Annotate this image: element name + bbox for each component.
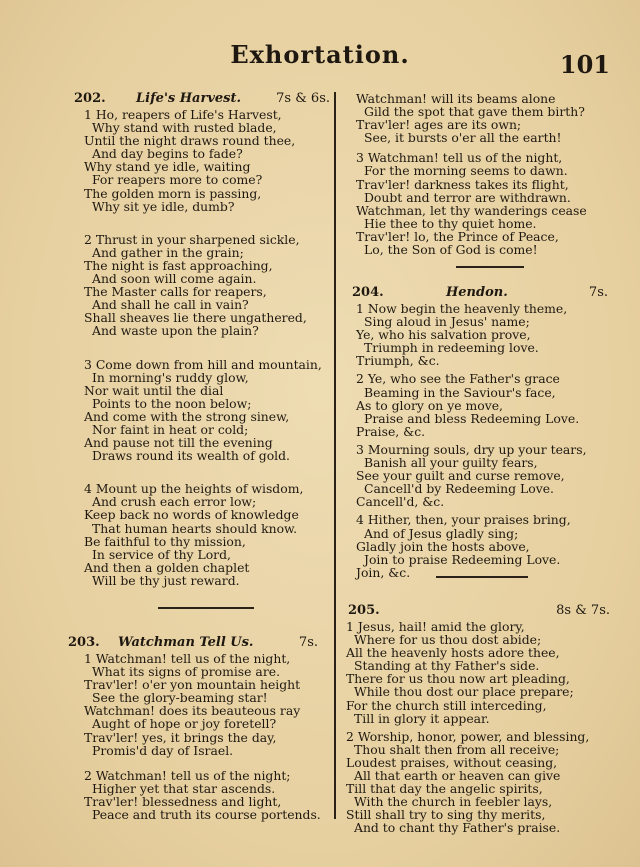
verse-line: Cancell'd, &c.	[356, 494, 445, 510]
verse-line: All the heavenly hosts adore thee,	[346, 645, 560, 661]
hymn-tune-name: Watchman Tell Us.	[118, 635, 254, 650]
verse-line: With the church in feebler lays,	[354, 794, 553, 810]
hymn-number: 204.	[352, 285, 384, 300]
hymn-number: 202.	[74, 91, 106, 106]
section-rule	[436, 576, 528, 578]
hymn-header	[346, 285, 608, 302]
verse-line: Lo, the Son of God is come!	[364, 242, 538, 258]
verse-line: And soon will come again.	[92, 271, 257, 287]
verse-line: Promis'd day of Israel.	[92, 742, 234, 758]
hymn-number: 205.	[348, 603, 380, 618]
verse-line: Praise, &c.	[356, 423, 426, 439]
hymn-205	[336, 603, 610, 836]
verse-line: Be faithful to thy mission,	[84, 533, 246, 549]
verse-line: Praise and bless Redeeming Love.	[364, 410, 580, 426]
verse-line: And of Jesus gladly sing;	[364, 525, 519, 541]
verse-line: Beaming in the Saviour's face,	[364, 384, 556, 400]
hymn-verses	[336, 620, 594, 835]
hymn-202	[74, 92, 330, 587]
hymn-verses	[74, 108, 330, 587]
verse-line: And day begins to fade?	[92, 146, 243, 162]
verse-line: Trav'ler! yes, it brings the day,	[84, 729, 277, 745]
stanza	[346, 372, 604, 437]
verse-line: Keep back no words of knowledge	[84, 507, 299, 523]
verse-line: Trav'ler! ages are its own;	[356, 117, 522, 133]
verse-line: 1 Ho, reapers of Life's Harvest,	[84, 107, 282, 122]
verse-line: Hie thee to thy quiet home.	[364, 215, 537, 231]
verse-line: Where for us thou dost abide;	[354, 632, 542, 648]
verse-line: See your guilt and curse remove,	[356, 468, 565, 484]
verse-line: There for us thou now art pleading,	[346, 671, 570, 687]
verse-line: And pause not till the evening	[84, 435, 273, 451]
verse-line: Why stand ye idle, waiting	[84, 159, 251, 175]
page-number: 101	[559, 50, 610, 79]
verse-line: In service of thy Lord,	[92, 546, 231, 562]
verse-line: 3 Come down from hill and mountain,	[84, 356, 322, 372]
hymn-verses	[346, 92, 604, 256]
verse-line: Triumph, &c.	[356, 353, 440, 369]
verse-line: 3 Watchman! tell us of the night,	[356, 150, 563, 166]
verse-line: Trav'ler! blessedness and light,	[84, 793, 282, 809]
verse-line: Trav'ler! o'er yon mountain height	[84, 677, 301, 693]
stanza	[346, 513, 604, 578]
verse-line: Nor faint in heat or cold;	[92, 421, 249, 437]
hymn-203	[68, 635, 330, 823]
verse-line: Why stand with rusted blade,	[92, 120, 277, 136]
hymn-meter: 7s & 6s.	[276, 91, 330, 106]
verse-line: Draws round its wealth of gold.	[92, 448, 290, 464]
hymn-204	[346, 285, 608, 580]
verse-line: All that earth or heaven can give	[354, 768, 561, 784]
verse-line: Higher yet that star ascends.	[92, 780, 276, 796]
verse-line: Thou shalt then from all receive;	[354, 741, 560, 757]
verse-line: Shall sheaves lie there ungathered,	[84, 310, 307, 326]
stanza	[336, 620, 594, 725]
verse-line: 4 Mount up the heights of wisdom,	[84, 481, 304, 497]
verse-line: For the church still interceding,	[346, 697, 547, 713]
section-rule	[456, 266, 524, 268]
verse-line: Trav'ler! lo, the Prince of Peace,	[356, 228, 559, 244]
hymn-verses	[346, 302, 604, 579]
stanza	[346, 92, 604, 144]
verse-line: And waste upon the plain?	[92, 323, 259, 339]
verse-line: Till that day the angelic spirits,	[346, 781, 543, 797]
hymn-tune-name: Life's Harvest.	[136, 91, 241, 106]
verse-line: For the morning seems to dawn.	[364, 163, 568, 179]
stanza	[336, 730, 594, 835]
verse-line: Why sit ye idle, dumb?	[92, 198, 235, 214]
verse-line: Peace and truth its course portends.	[92, 807, 321, 823]
verse-line: Points to the noon below;	[92, 395, 252, 411]
stanza	[74, 769, 330, 821]
hymn-header	[336, 603, 610, 620]
verse-line: The golden morn is passing,	[84, 185, 262, 201]
verse-line: Watchman! does its beauteous ray	[84, 703, 301, 719]
hymn-verses	[74, 652, 330, 821]
hymn-meter: 7s.	[588, 285, 608, 300]
verse-line: Watchman! will its beams alone	[356, 91, 556, 106]
verse-line: Gladly join the hosts above,	[356, 538, 530, 554]
section-rule	[158, 607, 254, 609]
verse-line: Aught of hope or joy foretell?	[92, 716, 277, 732]
stanza	[346, 443, 604, 508]
stanza	[346, 302, 604, 367]
verse-line: 1 Jesus, hail! amid the glory,	[346, 619, 525, 634]
verse-line: 4 Hither, then, your praises bring,	[356, 512, 571, 528]
verse-line: That human hearts should know.	[92, 520, 298, 536]
hymn-header	[74, 92, 330, 108]
hymn-tune-name: Hendon.	[446, 285, 508, 300]
verse-line: The Master calls for reapers,	[84, 284, 267, 300]
verse-line: Watchman, let thy wanderings cease	[356, 202, 587, 218]
verse-line: And gather in the grain;	[92, 244, 244, 260]
verse-line: Sing aloud in Jesus' name;	[364, 314, 530, 330]
stanza	[74, 233, 330, 338]
verse-line: 2 Worship, honor, power, and blessing,	[346, 728, 590, 744]
hymn-header	[68, 635, 330, 652]
hymn-meter: 7s.	[298, 635, 318, 650]
verse-line: Standing at thy Father's side.	[354, 658, 540, 674]
page-title: Exhortation.	[230, 40, 410, 69]
verse-line: As to glory on ye move,	[356, 397, 503, 413]
stanza	[74, 358, 330, 463]
verse-line: See the glory-beaming star!	[92, 690, 268, 706]
verse-line: 3 Mourning souls, dry up your tears,	[356, 441, 587, 457]
verse-line: Loudest praises, without ceasing,	[346, 754, 558, 770]
verse-line: 2 Watchman! tell us of the night;	[84, 767, 291, 783]
hymn-meter: 8s & 7s.	[556, 603, 610, 618]
verse-line: Banish all your guilty fears,	[364, 455, 538, 471]
verse-line: What its signs of promise are.	[92, 664, 281, 680]
verse-line: 1 Now begin the heavenly theme,	[356, 301, 568, 316]
verse-line: Ye, who his salvation prove,	[356, 327, 531, 343]
verse-line: Will be thy just reward.	[92, 572, 240, 588]
hymn-203-continued	[346, 92, 604, 256]
verse-line: Join, &c.	[356, 564, 411, 580]
verse-line: Till in glory it appear.	[354, 710, 490, 726]
verse-line: Trav'ler! darkness takes its flight,	[356, 176, 569, 192]
verse-line: Triumph in redeeming love.	[364, 340, 539, 356]
verse-line: And to chant thy Father's praise.	[354, 820, 561, 836]
verse-line: And come with the strong sinew,	[84, 408, 290, 424]
stanza	[74, 108, 330, 213]
verse-line: And shall he call in vain?	[92, 297, 249, 313]
stanza	[346, 151, 604, 256]
verse-line: In morning's ruddy glow,	[92, 369, 249, 385]
verse-line: Still shall try to sing thy merits,	[346, 807, 546, 823]
verse-line: Join to praise Redeeming Love.	[364, 551, 561, 567]
verse-line: Doubt and terror are withdrawn.	[364, 189, 571, 205]
verse-line: Until the night draws round thee,	[84, 133, 296, 149]
verse-line: See, it bursts o'er all the earth!	[364, 130, 562, 146]
verse-line: For reapers more to come?	[92, 172, 263, 188]
hymn-number: 203.	[68, 635, 100, 650]
verse-line: Nor wait until the dial	[84, 382, 224, 398]
verse-line: 2 Ye, who see the Father's grace	[356, 371, 560, 387]
verse-line: While thou dost our place prepare;	[354, 684, 574, 700]
verse-line: 2 Thrust in your sharpened sickle,	[84, 231, 300, 247]
stanza	[74, 652, 330, 757]
verse-line: Gild the spot that gave them birth?	[364, 104, 585, 120]
verse-line: And then a golden chaplet	[84, 559, 250, 575]
verse-line: And crush each error low;	[92, 494, 257, 510]
verse-line: Cancell'd by Redeeming Love.	[364, 481, 554, 497]
stanza	[74, 482, 330, 587]
verse-line: 1 Watchman! tell us of the night,	[84, 651, 291, 666]
verse-line: The night is fast approaching,	[84, 257, 273, 273]
